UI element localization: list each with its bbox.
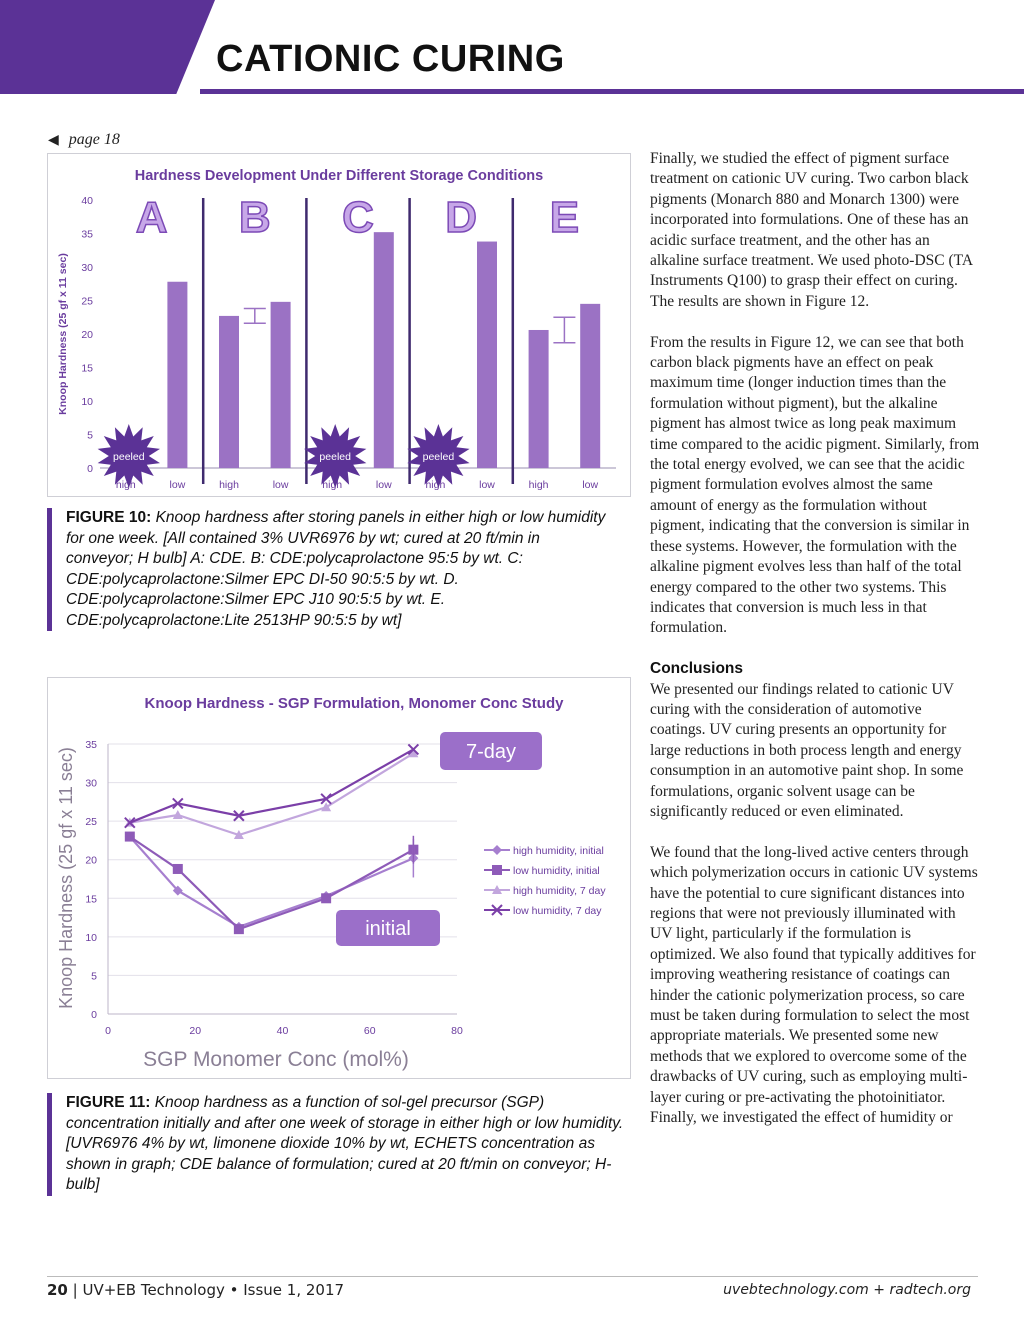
x-tick-label: high — [219, 479, 239, 491]
chart-title: Knoop Hardness - SGP Formulation, Monomer Conc Study — [144, 695, 564, 712]
series-line — [130, 753, 414, 835]
article-column — [650, 149, 980, 1128]
footer-separator: | — [72, 1281, 83, 1299]
y-tick-label: 0 — [87, 463, 93, 475]
peeled-label: peeled — [422, 451, 455, 463]
bar-chart — [48, 154, 630, 496]
y-tick-label: 15 — [85, 893, 97, 906]
legend-label: high humidity, initial — [513, 845, 604, 857]
x-tick-label: 40 — [276, 1025, 289, 1037]
bar — [580, 304, 600, 468]
group-letter: E — [549, 193, 580, 242]
x-tick-label: high — [115, 479, 136, 491]
x-tick-label: high — [322, 479, 343, 491]
page-title: CATIONIC CURING — [216, 38, 565, 80]
x-tick-label: low — [582, 479, 599, 491]
x-tick-label: 60 — [363, 1025, 376, 1037]
y-tick-label: 10 — [85, 931, 97, 944]
y-tick-label: 35 — [81, 228, 93, 241]
group-letter: C — [342, 193, 374, 242]
y-tick-label: 20 — [81, 329, 93, 341]
annotation-label: initial — [365, 918, 411, 940]
x-tick-label: low — [479, 479, 495, 491]
bar — [167, 282, 187, 468]
page-reference[interactable] — [48, 131, 120, 149]
y-tick-label: 35 — [85, 739, 97, 751]
data-point — [173, 864, 183, 874]
data-point — [125, 832, 135, 842]
header-rule — [200, 89, 1024, 94]
x-tick-label: 80 — [451, 1025, 463, 1037]
figure-10-chart — [47, 153, 631, 497]
figure-11-text: Knoop hardness as a function of sol-gel precursor (SGP) concentration initially and after one week of storage in either high or low humidity. [UVR6976 4% by wt, limonene dioxide 10% by wt, ECHETS concentration as shown in graph; CDE balance of formulation; cured at 20 ft/min on conveyor; H-bulb] — [66, 1094, 624, 1193]
y-axis-label: Knoop Hardness (25 gf x 11 sec) — [56, 747, 76, 1009]
data-point — [492, 865, 502, 875]
peeled-label: peeled — [319, 451, 351, 463]
group-letter: D — [445, 193, 478, 242]
footer-publication — [47, 1281, 344, 1299]
y-tick-label: 0 — [91, 1009, 97, 1021]
y-tick-label: 40 — [81, 195, 93, 207]
paragraph: Finally, we studied the effect of pigment surface treatment on cationic UV curing. Two carbon black pigments (Monarch 880 and Monarch 1300) were incorporated into formulations. One of these has an acidic surface treatment, and the other has an alkaline surface treatment. We used photo-DSC (TA Instruments Q100) to grasp their effect on curing. The results are shown in Figure 12. — [650, 150, 973, 310]
footer-rule — [47, 1276, 978, 1277]
y-axis-label: Knoop Hardness (25 gf x 11 sec) — [57, 253, 69, 415]
bar — [271, 302, 291, 468]
paragraph: We found that the long-lived active centers through which polymerization occurs in cationic UV systems have the potential to cure significant distances into regions that were not previously illuminated with UV light, particularly if the formulation is optimized. We also found that typically additives for improving weathering resistance of coatings can hinder the cationic polymerization process, so care must be taken during formulation to select the most appropriate materials. We presented some new methods that we explored to overcome some of the drawbacks of UV curing, such as employing multi-layer curing or pre-activating the photoinitiator. Finally, we investigated the effect of humidity or — [650, 843, 978, 1127]
x-tick-label: low — [169, 479, 186, 491]
group-letter: B — [238, 193, 271, 242]
paragraph: From the results in Figure 12, we can see that both carbon black pigments have an effect on peak maximum time (longer induction times than the formulation without pigment), but the alkaline pigment has almost twice as long peak maximum time compared to the acidic pigment. Similarly, from the total energy evolved, we can see that the acidic pigment formulation evolves almost the same amount of energy as the formulation without pigment, indicating that the conversion is similar in these systems. However, the formulation with the alkaline pigment evolves less than half of the total energy compared to the other two systems. This indicates that conversion is much less in that formulation. — [650, 333, 980, 637]
peeled-label: peeled — [113, 451, 145, 463]
series-line — [130, 749, 414, 822]
figure-10-caption — [47, 508, 611, 631]
footer-sites[interactable]: uvebtechnology.com + radtech.org — [723, 1282, 971, 1298]
legend-label: high humidity, 7 day — [513, 885, 606, 897]
y-tick-label: 30 — [85, 777, 97, 790]
x-axis-label: SGP Monomer Conc (mol%) — [143, 1048, 409, 1071]
chart-title: Hardness Development Under Different Storage Conditions — [134, 168, 544, 184]
bar — [219, 316, 239, 468]
data-point — [321, 893, 331, 903]
figure-10-text: Knoop hardness after storing panels in either high or low humidity for one week. [All contained 3% UVR6976 by wt; cured at 20 ft/min in conveyor; H bulb] A: CDE. B: CDE:polycaprolactone 95:5 by wt. C: CDE:polycaprolactone:Silmer EPC DI-50 90:5:5 by wt. D. CDE:polycaprolactone:Silmer EPC J10 90:5:5 by wt. E. CDE:polycaprolactone:Lite 2513HP 90:5:5 by wt] — [66, 509, 606, 629]
page-number: 20 — [47, 1281, 68, 1299]
y-tick-label: 15 — [81, 362, 93, 375]
x-tick-label: low — [375, 479, 392, 491]
x-tick-label: 20 — [189, 1025, 202, 1037]
page-ref-text: page 18 — [68, 131, 120, 148]
back-arrow-icon: ◀ — [48, 133, 59, 148]
figure-10-label: FIGURE 10: — [66, 509, 152, 526]
publication-name: UV+EB Technology • Issue 1, 2017 — [82, 1281, 345, 1299]
bar — [374, 232, 394, 468]
legend-label: low humidity, initial — [513, 865, 600, 877]
figure-11-chart — [47, 677, 631, 1079]
bar — [477, 242, 497, 468]
x-tick-label: 0 — [105, 1025, 111, 1037]
y-tick-label: 20 — [85, 854, 97, 867]
data-point — [492, 845, 502, 855]
x-tick-label: low — [272, 479, 289, 491]
y-tick-label: 25 — [81, 295, 93, 308]
header-banner — [0, 0, 215, 94]
annotation-label: 7-day — [465, 741, 517, 763]
legend-label: low humidity, 7 day — [513, 905, 602, 917]
line-chart — [48, 678, 630, 1078]
bar — [529, 330, 549, 468]
paragraph: We presented our findings related to cationic UV curing with the consideration of automotive coatings. UV curing presents an opportunity for large reductions in both process length and energy consumption in an automotive paint shop. In some formulations, organic solvent usage can be significantly reduced or even eliminated. — [650, 680, 964, 820]
section-heading: Conclusions — [650, 660, 744, 678]
y-tick-label: 5 — [87, 429, 93, 442]
y-tick-label: 5 — [91, 970, 97, 983]
y-tick-label: 10 — [81, 396, 93, 408]
x-tick-label: high — [425, 479, 446, 491]
x-tick-label: high — [528, 479, 549, 491]
y-tick-label: 25 — [85, 816, 97, 829]
group-letter: A — [135, 193, 168, 242]
y-tick-label: 30 — [81, 262, 93, 274]
figure-11-label: FIGURE 11: — [66, 1094, 151, 1111]
data-point — [234, 924, 244, 934]
figure-11-caption — [47, 1093, 626, 1196]
